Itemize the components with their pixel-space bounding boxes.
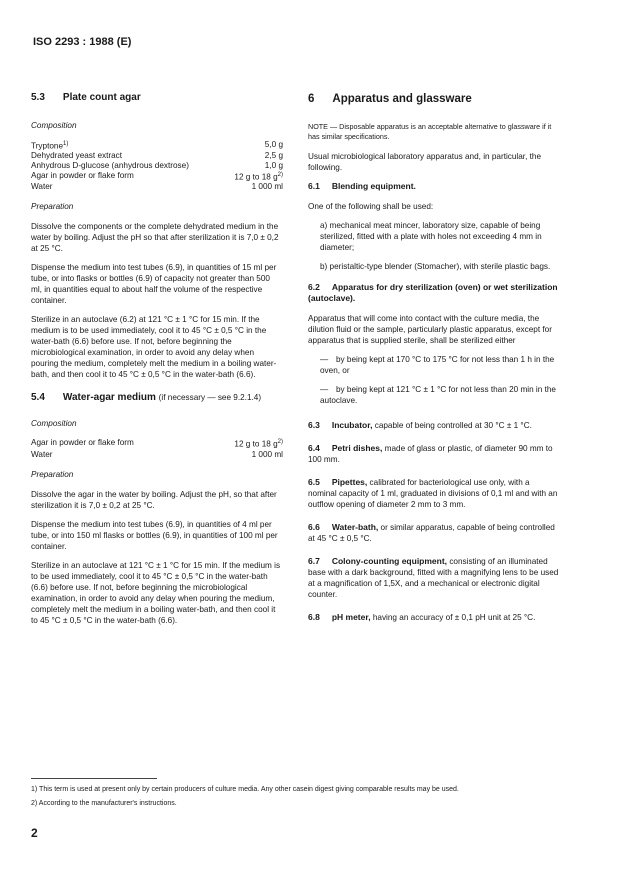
section-number: 5.4 xyxy=(31,392,45,404)
ingredient: Tryptone$^{1)}$ xyxy=(31,141,69,151)
page-number: 2 xyxy=(31,826,38,840)
quantity: 12 g to 18 $g^{2)}$ xyxy=(234,171,283,182)
right-column xyxy=(308,92,560,632)
list-item: — by being kept at 121 °C ± 1 °C for not less than 20 min in the autoclave. xyxy=(320,385,556,405)
section-6-8: 6.8 pH meter, having an accuracy of ± 0,1 pH unit at 25 °C. xyxy=(308,612,536,622)
quantity: 5,0 g xyxy=(264,140,283,149)
footnote-1: 1) This term is used at present only by certain producers of culture media. Any other casein digest giving comparable results may be used. xyxy=(31,786,459,793)
ingredient: Agar in powder or flake form xyxy=(31,170,134,180)
section-note: (if necessary — see 9.2.1.4) xyxy=(158,393,262,403)
ingredient: Dehydrated yeast extract xyxy=(31,151,123,161)
paragraph: Apparatus that will come into contact with the culture media, the dilution fluid or the sample, particularly plastic apparatus, except for apparatus that is supplied sterile, shall be sterilized either xyxy=(308,314,552,345)
quantity: 12 g to 18 $g^{2)}$ xyxy=(234,439,283,450)
composition-label: Composition xyxy=(31,121,77,130)
section-6-1-heading: 6.1 Blending equipment. xyxy=(308,181,416,191)
note: NOTE — Disposable apparatus is an acceptable alternative to glassware if it has similar specifications. xyxy=(308,122,552,141)
ingredient: Water xyxy=(31,181,53,191)
composition-table xyxy=(31,140,283,191)
paragraph: Sterilize in an autoclave at 121 °C ± 1 °C for 15 min. If the medium is to be used immediately, cool it to 45 °C ± 0,5 °C in the water-bath (6.6) before use. If not, before beginning the microbiological examination, in order to avoid any delay when pouring the medium, completely melt the medium in a boiling water-bath, and then cool it to 45 °C ± 0,5 °C in the water-bath (6.6). xyxy=(31,561,281,626)
footnote-divider xyxy=(31,778,157,779)
paragraph: One of the following shall be used: xyxy=(308,202,434,211)
composition-table xyxy=(31,438,283,459)
quantity: 1,0 g xyxy=(264,160,283,170)
section-number: 5.3 xyxy=(31,92,45,103)
left-column xyxy=(31,92,283,634)
footnote-2: 2) According to the manufacturer's instructions. xyxy=(31,800,177,807)
quantity: 1 000 ml xyxy=(251,181,283,191)
paragraph: Sterilize in an autoclave (6.2) at 121 °C ± 1 °C for 15 min. If the medium is to be used immediately, cool it to 45 °C ± 0,5 °C in the water-bath (6.6) before use. If not, before beginning the microbiological examination, in order to avoid any delay when pouring the medium, completely melt the medium in a boiling water-bath, and then cool it to 45 °C ± 0,5 °C in the water-bath (6.6). xyxy=(31,315,277,380)
quantity: 2,5 g xyxy=(264,151,283,161)
table-row xyxy=(31,171,283,182)
section-title: Apparatus and glassware xyxy=(332,93,472,105)
table-row xyxy=(31,161,283,171)
composition-label: Composition xyxy=(31,419,77,429)
section-5-3-heading xyxy=(31,92,283,104)
section-6-heading xyxy=(308,92,560,106)
section-6-6: 6.6 Water-bath, or similar apparatus, capable of being controlled at 45 °C ± 0,5 °C. xyxy=(308,522,555,543)
ingredient: Agar in powder or flake form xyxy=(31,438,134,448)
list-item: a) mechanical meat mincer, laboratory size, capable of being sterilized, fitted with a plate with holes not exceeding 4 mm in diameter; xyxy=(320,221,542,252)
section-6-2-heading: 6.2 Apparatus for dry sterilization (oven) or wet sterilization (autoclave). xyxy=(308,282,558,303)
document-header: ISO 2293 : 1988 (E) xyxy=(33,36,132,48)
preparation-label: Preparation xyxy=(31,202,74,212)
section-number: 6 xyxy=(308,93,315,105)
paragraph: Dispense the medium into test tubes (6.9), in quantities of 15 ml per tube, or into flasks or bottles (6.9) of capacity not greater than 500 ml, in quantities equal to about half the volume of the respective container. xyxy=(31,263,277,306)
section-6-5: 6.5 Pipettes, calibrated for bacteriological use only, with a nominal capacity of 1 ml, graduated in divisions of 0,1 ml and with an outflow opening of diameter 2 mm to 3 mm. xyxy=(308,477,558,509)
table-row xyxy=(31,438,283,449)
table-row xyxy=(31,450,283,460)
section-6-3: 6.3 Incubator, capable of being controlled at 30 °C ± 1 °C. xyxy=(308,420,532,430)
list-item: — by being kept at 170 °C to 175 °C for not less than 1 h in the oven, or xyxy=(320,355,555,375)
ingredient: Water xyxy=(31,449,53,459)
section-6-4: 6.4 Petri dishes, made of glass or plastic, of diameter 90 mm to 100 mm. xyxy=(308,443,553,464)
section-title: Water-agar medium xyxy=(62,392,156,404)
section-6-7: 6.7 Colony-counting equipment, consisting of an illuminated base with a dark background, fitted with a magnifying lens to be used at a magnification of 1,5X, and a mechanical or electronic digital counter. xyxy=(308,556,559,599)
preparation-label: Preparation xyxy=(31,470,74,480)
list-item: b) peristaltic-type blender (Stomacher), with sterile plastic bags. xyxy=(320,262,551,271)
paragraph: Usual microbiological laboratory apparatus and, in particular, the following. xyxy=(308,152,542,172)
ingredient: Anhydrous D-glucose (anhydrous dextrose) xyxy=(31,160,189,170)
table-row xyxy=(31,140,283,151)
quantity: 1 000 ml xyxy=(251,449,283,459)
table-row xyxy=(31,182,283,192)
paragraph: Dissolve the agar in the water by boiling. Adjust the pH, so that after sterilization it is 7,0 ± 0,2 at 25 °C. xyxy=(31,490,277,511)
section-5-4-heading xyxy=(31,392,283,404)
section-title: Plate count agar xyxy=(62,92,141,103)
paragraph: Dissolve the components or the complete dehydrated medium in the water by boiling. Adjust the pH so that after sterilization it is 7,0 ± 0,2 at 25 °C. xyxy=(31,222,279,254)
table-row xyxy=(31,151,283,161)
paragraph: Dispense the medium into test tubes (6.9), in quantities of 4 ml per tube, or into 150 ml flasks or bottles (6.9), in quantities of 100 ml per container. xyxy=(31,520,278,552)
